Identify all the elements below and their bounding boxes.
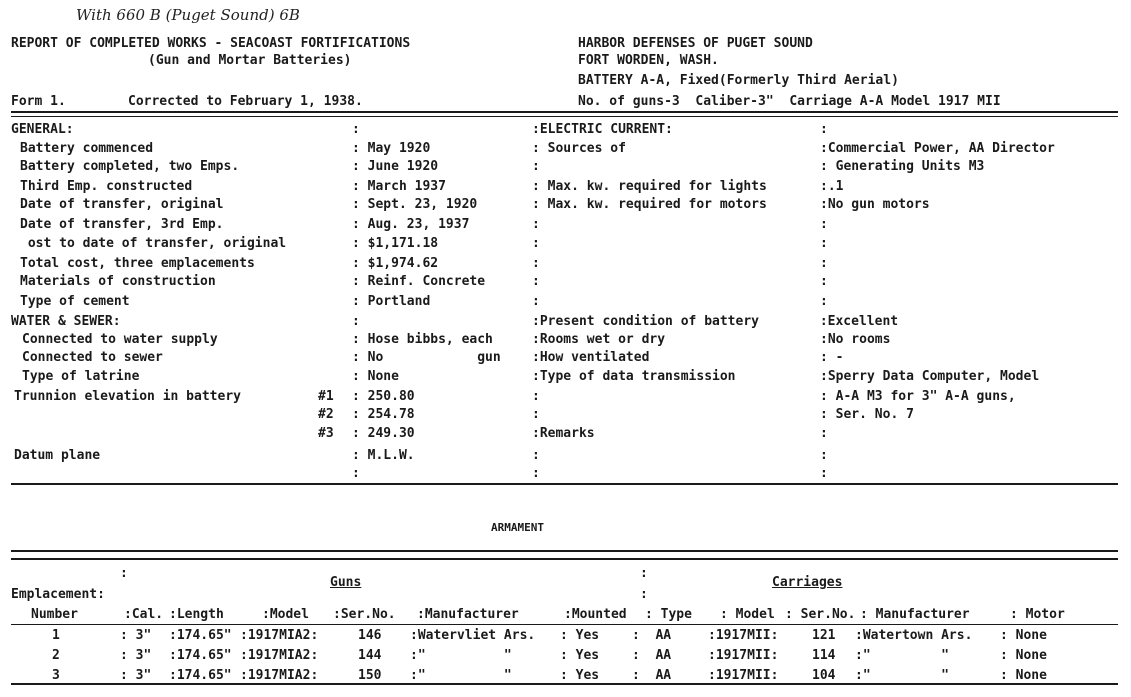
colon-marker: : — [352, 466, 360, 481]
table-row-cal: : 3" — [120, 668, 152, 683]
electric-row-label: : — [532, 159, 548, 174]
table-row-motor: : None — [1000, 628, 1047, 643]
colon-marker: : — [532, 466, 540, 481]
general-row-value: : $1,171.18 — [352, 236, 439, 251]
table-row-carriage-manufacturer: :" " — [855, 648, 949, 663]
data-transmission-value-3: : Ser. No. 7 — [820, 407, 914, 422]
colon-marker: : — [532, 389, 540, 404]
general-row-value: : May 1920 — [352, 141, 431, 156]
header-rule-thin — [11, 116, 1118, 117]
colon-marker: : — [820, 256, 828, 271]
table-row-motor: : None — [1000, 668, 1047, 683]
table-row-number: 3 — [52, 668, 60, 683]
handwritten-note: With 660 B (Puget Sound) 6B — [76, 6, 300, 24]
table-row-motor: : None — [1000, 648, 1047, 663]
water-row-label: Type of latrine — [22, 369, 140, 384]
guns-title: Guns — [330, 575, 362, 590]
water-row-label: Connected to water supply — [22, 332, 218, 347]
electric-heading: :ELECTRIC CURRENT: — [532, 122, 673, 137]
table-row-type: : AA — [632, 628, 672, 643]
gun-column-header: :Mounted — [564, 607, 627, 622]
trunnion-value: : 250.80 — [352, 389, 415, 404]
general-row-label: Battery completed, two Emps. — [20, 159, 240, 174]
table-row-model: :1917MIA2: — [240, 648, 319, 663]
gun-column-header: :Model — [262, 607, 309, 622]
rooms-label: :Rooms wet or dry — [532, 332, 666, 347]
table-row-carriage-ser: 104 — [812, 668, 836, 683]
trunnion-number: #2 — [318, 407, 334, 422]
table-row-type: : AA — [632, 668, 672, 683]
table-row-carriage-model: :1917MII: — [708, 648, 779, 663]
rooms-value: :No rooms — [820, 332, 891, 347]
data-transmission-label: :Type of data transmission — [532, 369, 736, 384]
electric-row-value: :No gun motors — [820, 197, 930, 212]
armament-header-rule — [11, 624, 1118, 625]
table-row-carriage-model: :1917MII: — [708, 668, 779, 683]
ventilated-value: : - — [820, 350, 844, 365]
armament-bottom-rule — [11, 683, 1118, 685]
general-row-value: : Portland — [352, 294, 431, 309]
colon-marker: : — [532, 294, 540, 309]
table-row-manufacturer: :" " — [410, 648, 512, 663]
general-row-label: ost to date of transfer, original — [20, 236, 287, 251]
colon-marker: : — [820, 217, 828, 232]
colon-marker: : — [120, 566, 128, 581]
colon-marker: : — [532, 217, 540, 232]
carriage-column-header: : Motor — [1010, 607, 1065, 622]
general-row-label: Battery commenced — [20, 141, 154, 156]
table-row-cal: : 3" — [120, 648, 152, 663]
condition-value: :Excellent — [812, 314, 899, 329]
armament-rule-2 — [11, 558, 1118, 560]
table-row-carriage-ser: 121 — [812, 628, 836, 643]
table-row-ser: 144 — [358, 648, 382, 663]
carriage-column-header: : Type — [645, 607, 692, 622]
datum-value: : M.L.W. — [352, 448, 415, 463]
water-row-value: : Hose bibbs, each — [352, 332, 493, 347]
ventilated-label: :How ventilated — [532, 350, 650, 365]
trunnion-label: Trunnion elevation in battery — [14, 389, 241, 404]
general-row-label: Third Emp. constructed — [20, 179, 193, 194]
armament-title: ARMAMENT — [491, 521, 544, 534]
water-row-value: : No gun — [352, 350, 501, 365]
general-heading: GENERAL: — [11, 122, 74, 137]
general-row-value: : June 1920 — [352, 159, 439, 174]
table-row-type: : AA — [632, 648, 672, 663]
data-transmission-value-2: : A-A M3 for 3" A-A guns, — [820, 389, 1016, 404]
colon-marker: : — [820, 294, 828, 309]
electric-row-label: : Sources of — [532, 141, 626, 156]
fort-name: FORT WORDEN, WASH. — [578, 53, 719, 68]
colon-marker: : — [820, 122, 828, 137]
general-row-label: Date of transfer, original — [20, 197, 224, 212]
gun-column-header: :Ser.No. — [333, 607, 396, 622]
colon-marker: : — [532, 407, 540, 422]
colon-marker: : — [640, 587, 648, 602]
colon-marker: : — [532, 274, 540, 289]
electric-row-value: :.1 — [820, 179, 844, 194]
colon-marker: : — [532, 448, 540, 463]
carriage-column-header: : Model — [720, 607, 775, 622]
data-transmission-value-1: :Sperry Data Computer, Model — [820, 369, 1040, 384]
general-row-value: : March 1937 — [352, 179, 446, 194]
trunnion-value: : 249.30 — [352, 426, 415, 441]
table-row-carriage-manufacturer: :" " — [855, 668, 949, 683]
colon-marker: : — [820, 274, 828, 289]
report-title: REPORT OF COMPLETED WORKS - SEACOAST FORTIFICATIONS — [11, 36, 411, 51]
table-row-mounted: : Yes — [560, 628, 600, 643]
general-row-label: Materials of construction — [20, 274, 216, 289]
colon-marker: : — [352, 314, 360, 329]
gun-column-header: :Cal. — [124, 607, 164, 622]
battery-name: BATTERY A-A, Fixed(Formerly Third Aerial) — [578, 73, 899, 88]
electric-row-label: : Max. kw. required for lights — [532, 179, 767, 194]
electric-row-label: : Max. kw. required for motors — [532, 197, 767, 212]
table-row-number: 1 — [52, 628, 60, 643]
water-row-label: Connected to sewer — [22, 350, 163, 365]
colon-marker: : — [820, 236, 828, 251]
general-row-value: : $1,974.62 — [352, 256, 439, 271]
corrected-date: Corrected to February 1, 1938. — [128, 94, 363, 109]
colon-marker: : — [352, 122, 360, 137]
general-row-label: Date of transfer, 3rd Emp. — [20, 217, 224, 232]
emplacement-number-header: Number — [31, 607, 78, 622]
gun-column-header: :Length — [169, 607, 224, 622]
condition-label: :Present condition of battery — [532, 314, 759, 329]
table-row-ser: 150 — [358, 668, 382, 683]
gun-column-header: :Manufacturer — [417, 607, 519, 622]
table-row-mounted: : Yes — [560, 648, 600, 663]
general-row-label: Type of cement — [20, 294, 130, 309]
armament-rule-1 — [11, 550, 1118, 552]
water-row-value: : None — [352, 369, 399, 384]
colon-marker: : — [820, 426, 828, 441]
colon-marker: : — [532, 236, 540, 251]
table-row-number: 2 — [52, 648, 60, 663]
table-row-carriage-manufacturer: :Watertown Ars. — [855, 628, 973, 643]
table-row-length: :174.65" — [169, 628, 232, 643]
harbor-defenses-title: HARBOR DEFENSES OF PUGET SOUND — [578, 36, 813, 51]
colon-marker: : — [820, 448, 828, 463]
report-subtitle: (Gun and Mortar Batteries) — [148, 53, 352, 68]
table-row-manufacturer: :" " — [410, 668, 512, 683]
general-row-label: Total cost, three emplacements — [20, 256, 255, 271]
carriages-title: Carriages — [772, 575, 843, 590]
colon-marker: : — [640, 566, 648, 581]
datum-label: Datum plane — [14, 448, 101, 463]
colon-marker: : — [532, 256, 540, 271]
table-row-carriage-model: :1917MII: — [708, 628, 779, 643]
header-rule — [11, 111, 1118, 113]
emplacement-label: Emplacement: — [11, 587, 105, 602]
trunnion-value: : 254.78 — [352, 407, 415, 422]
general-row-value: : Sept. 23, 1920 — [352, 197, 478, 212]
carriage-column-header: : Manufacturer — [860, 607, 970, 622]
electric-row-value: :Commercial Power, AA Director — [820, 141, 1055, 156]
electric-row-value: : Generating Units M3 — [820, 159, 985, 174]
water-sewer-heading: WATER & SEWER: — [11, 314, 121, 329]
general-bottom-rule — [11, 483, 1118, 485]
trunnion-number: #1 — [318, 389, 334, 404]
form-number: Form 1. — [11, 94, 66, 109]
table-row-mounted: : Yes — [560, 668, 600, 683]
table-row-length: :174.65" — [169, 648, 232, 663]
table-row-cal: : 3" — [120, 628, 152, 643]
general-row-value: : Aug. 23, 1937 — [352, 217, 470, 232]
general-row-value: : Reinf. Concrete — [352, 274, 486, 289]
table-row-model: :1917MIA2: — [240, 668, 319, 683]
table-row-length: :174.65" — [169, 668, 232, 683]
table-row-model: :1917MIA2: — [240, 628, 319, 643]
table-row-ser: 146 — [358, 628, 382, 643]
carriage-column-header: : Ser.No. — [785, 607, 856, 622]
colon-marker: : — [820, 466, 828, 481]
guns-caliber-line: No. of guns-3 Caliber-3" Carriage A-A Model 1917 MII — [578, 94, 1001, 109]
table-row-manufacturer: :Watervliet Ars. — [410, 628, 536, 643]
remarks-label: :Remarks — [532, 426, 595, 441]
table-row-carriage-ser: 114 — [812, 648, 836, 663]
trunnion-number: #3 — [318, 426, 334, 441]
